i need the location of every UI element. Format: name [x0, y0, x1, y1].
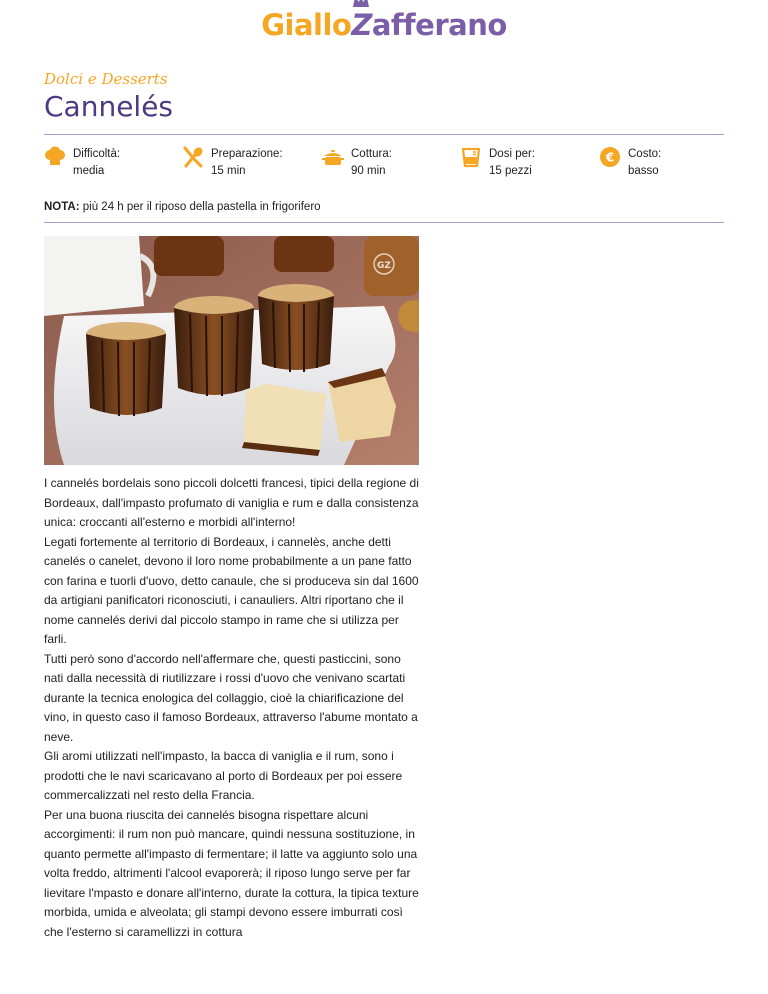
- preparation-label: Preparazione:: [211, 148, 283, 160]
- pot-icon: [322, 146, 344, 168]
- recipe-photo: [44, 236, 419, 465]
- servings-label: Dosi per:: [489, 148, 536, 160]
- crown-icon: [351, 0, 371, 8]
- divider: [44, 134, 724, 135]
- cooking-value: 90 min: [351, 165, 386, 177]
- cost-value: basso: [628, 165, 659, 177]
- recipe-info-strip: [44, 146, 724, 186]
- recipe-note: [44, 201, 321, 213]
- photo-watermark: GZ: [377, 261, 391, 271]
- logo-text-part1: Giallo: [261, 8, 352, 42]
- cannele-photo: [44, 236, 419, 465]
- svg-text:€: €: [605, 150, 615, 165]
- cost-label: Costo:: [628, 148, 662, 160]
- note-text: più 24 h per il riposo della pastella in frigorifero: [79, 201, 321, 213]
- page-title: Cannelés: [44, 90, 174, 123]
- recipe-description: [44, 474, 422, 942]
- difficulty-value: media: [73, 165, 105, 177]
- recipe-category[interactable]: Dolci e Desserts: [44, 70, 168, 88]
- chef-hat-icon: [44, 146, 66, 168]
- paragraph: Tutti però sono d'accordo nell'affermare che, questi pasticcini, sono nati dalla necessità di riutilizzare i rossi d'uovo che venivano scartati durante la tecnica enologica del collaggio, cioè la chiarificazione del vino, in questo caso il famoso Bordeaux, attraverso l'abume montato a neve.: [44, 651, 418, 744]
- paragraph: Per una buona riuscita dei cannelés bisogna rispettare alcuni accorgimenti: il rum non può mancare, quindi nessuna sostituzione, in quanto permette all'impasto di fermentare; il latte va aggiunto solo una volta freddo, altrimenti l'alcool evaporerà; il riposo lungo serve per far lievitare l'mpasto e donare all'interno, durate la cottura, la tipica texture morbida, umida e alveolata; gli stampi devono essere imburrati così che l'esterno si caramellizzi in cottura: [44, 807, 419, 939]
- note-label: NOTA:: [44, 201, 80, 213]
- preparation-value: 15 min: [211, 165, 246, 177]
- divider: [44, 222, 724, 223]
- measuring-cup-icon: [460, 146, 482, 168]
- euro-icon: [599, 146, 621, 168]
- utensils-icon: [182, 146, 204, 168]
- cooking-label: Cottura:: [351, 148, 392, 160]
- paragraph: Gli aromi utilizzati nell'impasto, la bacca di vaniglia e il rum, sono i prodotti che le navi scaricavano al porto di Bordeaux per poi essere commercalizzati nel resto della Francia.: [44, 749, 403, 802]
- logo-z-letter: Z: [351, 8, 372, 42]
- difficulty-label: Difficoltà:: [73, 148, 121, 160]
- paragraph: Legati fortemente al territorio di Bordeaux, i cannelès, anche detti canelés o canelet, devono il loro nome probabilmente a un pane fatto con farina e tuorli d'uovo, detto canaule, che si produceva sin dal 1600 da artigiani panificatori riconosciuti, i canauliers. Altri riportano che il nome cannelés derivi dal piccolo stampo in rame che si utilizza per farli.: [44, 534, 419, 646]
- paragraph: I cannelés bordelais sono piccoli dolcetti francesi, tipici della regione di Bordeaux, dall'impasto profumato di vaniglia e rum e dalla consistenza unica: croccanti all'esterno e morbidi all'interno!: [44, 476, 419, 529]
- servings-value: 15 pezzi: [489, 165, 532, 177]
- logo-text-part2: afferano: [371, 8, 507, 42]
- site-logo[interactable]: [0, 8, 768, 42]
